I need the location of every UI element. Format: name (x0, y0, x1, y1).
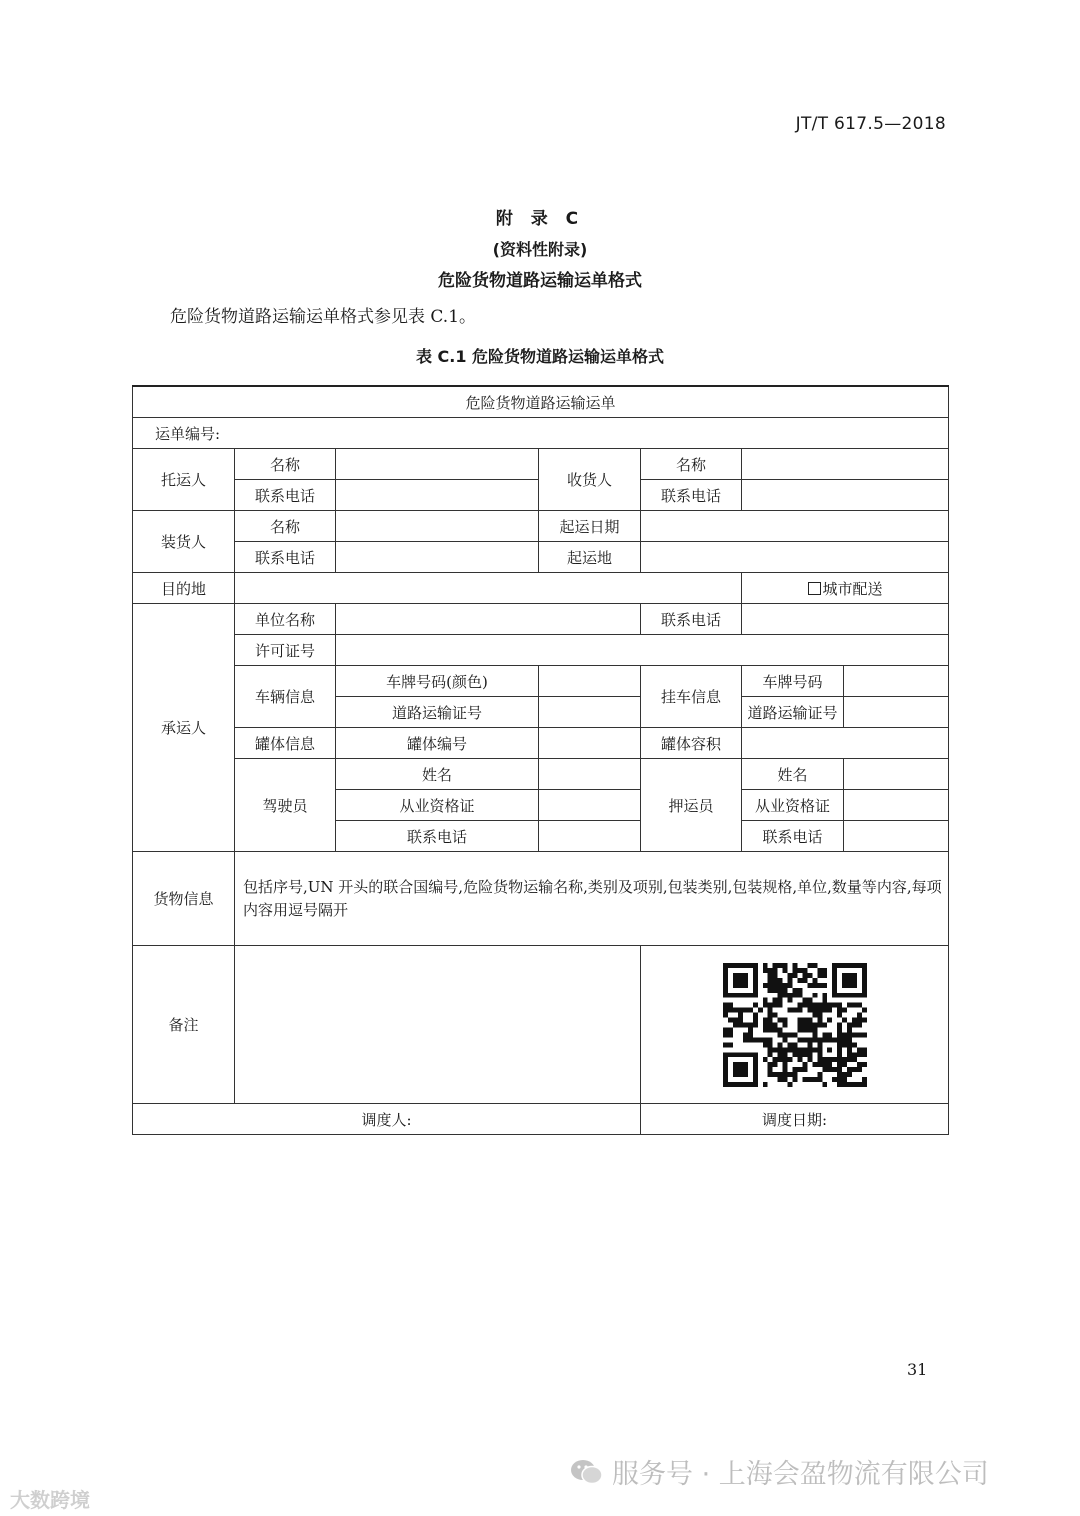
remarks-cell[interactable] (235, 946, 641, 1104)
departure-place-label: 起运地 (539, 542, 641, 573)
escort-name-label: 姓名 (742, 759, 844, 790)
vehicle-plate-label: 车牌号码(颜色) (336, 666, 539, 697)
vehicle-cert-cell[interactable] (539, 697, 641, 728)
vehicle-info-label: 车辆信息 (235, 666, 336, 728)
waybill-number-label: 运单编号: (133, 418, 949, 449)
departure-date-label: 起运日期 (539, 511, 641, 542)
escort-qualification-label: 从业资格证 (742, 790, 844, 821)
tank-no-cell[interactable] (539, 728, 641, 759)
loader-label: 装货人 (133, 511, 235, 573)
trailer-info-label: 挂车信息 (641, 666, 742, 728)
driver-phone-cell[interactable] (539, 821, 641, 852)
driver-name-label: 姓名 (336, 759, 539, 790)
tank-no-label: 罐体编号 (336, 728, 539, 759)
escort-phone-cell[interactable] (844, 821, 949, 852)
standard-code: JT/T 617.5—2018 (795, 114, 946, 134)
loader-name-cell[interactable] (336, 511, 539, 542)
appendix-title: 附 录 C (495, 209, 585, 229)
watermark-right-text: 服务号 · 上海会盈物流有限公司 (612, 1459, 989, 1490)
license-no-cell[interactable] (336, 635, 949, 666)
shipper-name-cell[interactable] (336, 449, 539, 480)
table-caption: 表 C.1 危险货物道路运输运单格式 (415, 347, 665, 366)
shipper-label: 托运人 (133, 449, 235, 511)
destination-label: 目的地 (133, 573, 235, 604)
remarks-label: 备注 (133, 946, 235, 1104)
carrier-phone-label: 联系电话 (641, 604, 742, 635)
tank-info-label: 罐体信息 (235, 728, 336, 759)
carrier-phone-cell[interactable] (742, 604, 949, 635)
qr-code-icon (723, 963, 867, 1087)
waybill-table (132, 385, 949, 1135)
loader-phone-label: 联系电话 (235, 542, 336, 573)
unit-name-cell[interactable] (336, 604, 641, 635)
appendix-type: (资料性附录) (492, 240, 588, 259)
consignee-phone-label: 联系电话 (641, 480, 742, 511)
departure-date-cell[interactable] (641, 511, 949, 542)
driver-label: 驾驶员 (235, 759, 336, 852)
escort-label: 押运员 (641, 759, 742, 852)
dispatcher-label: 调度人: (133, 1104, 641, 1135)
city-delivery-option[interactable] (742, 573, 949, 604)
shipper-phone-cell[interactable] (336, 480, 539, 511)
city-delivery-checkbox[interactable] (808, 582, 821, 595)
goods-info-label: 货物信息 (133, 852, 235, 946)
trailer-plate-label: 车牌号码 (742, 666, 844, 697)
loader-phone-cell[interactable] (336, 542, 539, 573)
watermark-left-text: 大数跨境 (10, 1488, 90, 1512)
escort-name-cell[interactable] (844, 759, 949, 790)
trailer-plate-cell[interactable] (844, 666, 949, 697)
tank-capacity-cell[interactable] (742, 728, 949, 759)
shipper-name-label: 名称 (235, 449, 336, 480)
unit-name-label: 单位名称 (235, 604, 336, 635)
page-number: 31 (907, 1360, 928, 1379)
license-no-label: 许可证号 (235, 635, 336, 666)
watermark-right (570, 1452, 989, 1491)
dispatch-date-label: 调度日期: (641, 1104, 949, 1135)
loader-name-label: 名称 (235, 511, 336, 542)
consignee-label: 收货人 (539, 449, 641, 511)
vehicle-plate-cell[interactable] (539, 666, 641, 697)
city-delivery-label: 城市配送 (822, 579, 883, 598)
destination-cell[interactable] (235, 573, 742, 604)
goods-info-description: 包括序号,UN 开头的联合国编号,危险货物运输名称,类别及项别,包装类别,包装规格,单位,数量等内容,每项内容用逗号隔开 (235, 852, 949, 946)
waybill-title: 危险货物道路运输运单 (133, 386, 949, 418)
trailer-cert-label: 道路运输证号 (742, 697, 844, 728)
trailer-cert-cell[interactable] (844, 697, 949, 728)
appendix-name: 危险货物道路运输运单格式 (438, 271, 642, 291)
shipper-phone-label: 联系电话 (235, 480, 336, 511)
departure-place-cell[interactable] (641, 542, 949, 573)
tank-capacity-label: 罐体容积 (641, 728, 742, 759)
driver-qualification-label: 从业资格证 (336, 790, 539, 821)
watermark-left (10, 1484, 90, 1513)
driver-phone-label: 联系电话 (336, 821, 539, 852)
escort-qualification-cell[interactable] (844, 790, 949, 821)
wechat-icon (570, 1458, 604, 1486)
consignee-name-cell[interactable] (742, 449, 949, 480)
carrier-label: 承运人 (133, 604, 235, 852)
driver-name-cell[interactable] (539, 759, 641, 790)
consignee-phone-cell[interactable] (742, 480, 949, 511)
qr-code-cell (641, 946, 949, 1104)
intro-paragraph: 危险货物道路运输运单格式参见表 C.1。 (170, 307, 477, 327)
driver-qualification-cell[interactable] (539, 790, 641, 821)
escort-phone-label: 联系电话 (742, 821, 844, 852)
vehicle-cert-label: 道路运输证号 (336, 697, 539, 728)
consignee-name-label: 名称 (641, 449, 742, 480)
